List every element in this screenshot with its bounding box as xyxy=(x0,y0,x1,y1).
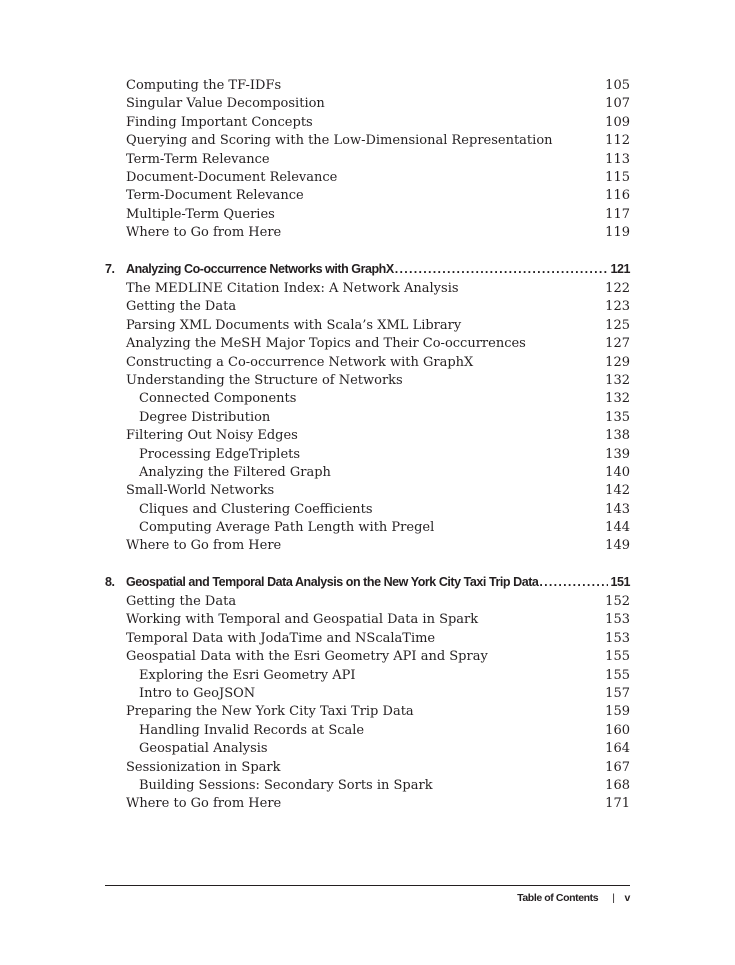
toc-entry[interactable] xyxy=(105,390,630,408)
toc-entry-page: 167 xyxy=(605,759,630,775)
toc-entry-page: 107 xyxy=(605,96,630,112)
toc-entry-title: Parsing XML Documents with Scala’s XML Library xyxy=(126,317,462,333)
toc-entry-title: Understanding the Structure of Networks xyxy=(126,372,403,388)
toc-entry-title: Singular Value Decomposition xyxy=(126,96,325,112)
toc-entry[interactable] xyxy=(105,482,630,500)
toc-entry-page: 132 xyxy=(605,391,630,407)
chapter-page: 151 xyxy=(610,575,630,589)
toc-entry-page: 143 xyxy=(605,501,630,517)
toc-entry-title: Filtering Out Noisy Edges xyxy=(126,428,298,444)
toc-entry[interactable] xyxy=(105,224,630,242)
toc-entry[interactable] xyxy=(105,151,630,169)
toc-entry-title: Intro to GeoJSON xyxy=(139,685,256,701)
toc-entry-page: 153 xyxy=(605,612,630,628)
toc-entry[interactable] xyxy=(105,740,630,758)
toc-entry-page: 115 xyxy=(605,169,630,185)
toc-entry[interactable] xyxy=(105,795,630,813)
dot-leader xyxy=(395,258,609,280)
toc-entry-title: Sessionization in Spark xyxy=(126,759,281,775)
toc-entry-page: 119 xyxy=(605,225,630,241)
toc-entry-title: Exploring the Esri Geometry API xyxy=(139,667,356,683)
toc-entry-page: 142 xyxy=(605,483,630,499)
toc-entry[interactable] xyxy=(105,427,630,445)
toc-entry-page: 112 xyxy=(605,133,630,149)
toc-entry-page: 159 xyxy=(605,704,630,720)
footer-separator: | xyxy=(612,892,615,904)
entry-list xyxy=(105,280,630,556)
toc-entry-page: 127 xyxy=(605,336,630,352)
toc-entry[interactable] xyxy=(105,95,630,113)
toc-entry-page: 149 xyxy=(605,538,630,554)
toc-entry-page: 123 xyxy=(605,299,630,315)
toc-entry[interactable] xyxy=(105,685,630,703)
toc-entry[interactable] xyxy=(105,446,630,464)
chapter-heading[interactable] xyxy=(105,571,630,593)
toc-entry-page: 113 xyxy=(605,151,630,167)
footer-rule xyxy=(105,885,630,886)
toc-entry[interactable] xyxy=(105,630,630,648)
toc-entry-page: 122 xyxy=(605,281,630,296)
toc-entry[interactable] xyxy=(105,648,630,666)
toc-entry-title: The MEDLINE Citation Index: A Network Analysis xyxy=(126,281,459,296)
toc-entry-page: 160 xyxy=(605,722,630,738)
chapter-title: Geospatial and Temporal Data Analysis on the New York City Taxi Trip Data xyxy=(126,575,539,589)
toc-entry-title: Finding Important Concepts xyxy=(126,114,313,130)
toc-entry-title: Where to Go from Here xyxy=(126,796,282,812)
toc-entry[interactable] xyxy=(105,335,630,353)
toc-entry[interactable] xyxy=(105,114,630,132)
entry-list xyxy=(105,593,630,814)
toc-entry-title: Handling Invalid Records at Scale xyxy=(139,722,365,738)
toc-entry-title: Analyzing the MeSH Major Topics and Their Co-occurrences xyxy=(126,336,526,352)
toc-entry-page: 157 xyxy=(605,685,630,701)
toc-entry[interactable] xyxy=(105,537,630,555)
toc-entry[interactable] xyxy=(105,593,630,611)
toc-entry-title: Where to Go from Here xyxy=(126,225,282,241)
toc-entry-page: 144 xyxy=(605,520,630,536)
toc-entry-title: Document-Document Relevance xyxy=(126,169,338,185)
toc-entry[interactable] xyxy=(105,132,630,150)
toc-entry-title: Multiple-Term Queries xyxy=(126,206,275,222)
toc-entry-title: Temporal Data with JodaTime and NScalaTime xyxy=(126,630,436,646)
toc-entry-page: 140 xyxy=(605,464,630,480)
toc-entry[interactable] xyxy=(105,298,630,316)
toc-entry-title: Where to Go from Here xyxy=(126,538,282,554)
toc-entry-title: Building Sessions: Secondary Sorts in Spark xyxy=(139,777,433,793)
toc-entry-title: Small-World Networks xyxy=(126,483,275,499)
toc-entry[interactable] xyxy=(105,722,630,740)
toc-entry-page: 139 xyxy=(605,446,630,462)
toc-entry-page: 164 xyxy=(605,741,630,757)
toc-entry[interactable] xyxy=(105,409,630,427)
toc-entry-title: Preparing the New York City Taxi Trip Data xyxy=(126,704,414,720)
toc-entry-page: 155 xyxy=(605,667,630,683)
page-footer xyxy=(517,890,630,906)
toc-entry[interactable] xyxy=(105,777,630,795)
toc-entry-title: Getting the Data xyxy=(126,594,237,609)
chapter-title: Analyzing Co-occurrence Networks with GraphX xyxy=(126,262,394,276)
toc-entry-title: Cliques and Clustering Coefficients xyxy=(139,501,373,517)
toc-entry-page: 132 xyxy=(605,372,630,388)
toc-entry-page: 138 xyxy=(605,428,630,444)
toc-entry[interactable] xyxy=(105,280,630,298)
chapter-heading[interactable] xyxy=(105,258,630,280)
toc-entry[interactable] xyxy=(105,169,630,187)
toc-entry[interactable] xyxy=(105,372,630,390)
dot-leader xyxy=(539,571,608,593)
toc-entry[interactable] xyxy=(105,187,630,205)
toc-entry-title: Term-Document Relevance xyxy=(126,188,304,204)
toc-entry-page: 116 xyxy=(605,188,630,204)
chapter-number: 7. xyxy=(105,262,115,276)
toc-entry[interactable] xyxy=(105,206,630,224)
toc-entry-page: 135 xyxy=(605,409,630,425)
toc-entry[interactable] xyxy=(105,611,630,629)
toc-entry-title: Connected Components xyxy=(139,391,297,407)
toc-entry[interactable] xyxy=(105,317,630,335)
toc-entry[interactable] xyxy=(105,519,630,537)
toc-entry-title: Constructing a Co-occurrence Network with GraphX xyxy=(126,354,474,370)
chapter-page: 121 xyxy=(610,262,630,276)
toc-entry-page: 109 xyxy=(605,114,630,130)
toc-entry-page: 168 xyxy=(605,777,630,793)
toc-entry[interactable] xyxy=(105,667,630,685)
toc-entry-title: Querying and Scoring with the Low-Dimensional Representation xyxy=(126,133,553,149)
toc-entry-page: 129 xyxy=(605,354,630,370)
toc-entry-page: 171 xyxy=(605,796,630,812)
toc-entry-title: Geospatial Data with the Esri Geometry API and Spray xyxy=(126,649,488,665)
toc-section-chapter7 xyxy=(105,258,630,556)
toc-entry-title: Degree Distribution xyxy=(139,409,271,425)
toc-entry-title: Getting the Data xyxy=(126,299,237,315)
footer-page-number: v xyxy=(624,892,630,904)
toc-entry[interactable] xyxy=(105,77,630,95)
toc-entry-page: 117 xyxy=(605,206,630,222)
footer-section-label: Table of Contents xyxy=(517,892,599,904)
toc-entry-title: Processing EdgeTriplets xyxy=(139,446,301,462)
toc-entry-title: Geospatial Analysis xyxy=(139,741,268,757)
toc-entry-page: 125 xyxy=(605,317,630,333)
toc-entry-page: 155 xyxy=(605,649,630,665)
toc-entry[interactable] xyxy=(105,464,630,482)
chapter-number: 8. xyxy=(105,575,115,589)
toc-entry-title: Working with Temporal and Geospatial Data in Spark xyxy=(126,612,479,628)
toc-entry-title: Analyzing the Filtered Graph xyxy=(139,464,331,480)
toc-entry-page: 105 xyxy=(605,78,630,93)
toc-section-chapter8 xyxy=(105,571,630,814)
toc-entry[interactable] xyxy=(105,703,630,721)
toc-entry-page: 153 xyxy=(605,630,630,646)
toc-section-chapter6-continued xyxy=(105,77,630,243)
toc-entry[interactable] xyxy=(105,501,630,519)
toc-entry-title: Term-Term Relevance xyxy=(126,151,270,167)
toc-entry-page: 152 xyxy=(605,594,630,609)
toc-entry[interactable] xyxy=(105,354,630,372)
toc-entry-title: Computing the TF-IDFs xyxy=(126,78,282,93)
toc-entry-title: Computing Average Path Length with Pregel xyxy=(139,520,435,536)
toc-entry[interactable] xyxy=(105,759,630,777)
